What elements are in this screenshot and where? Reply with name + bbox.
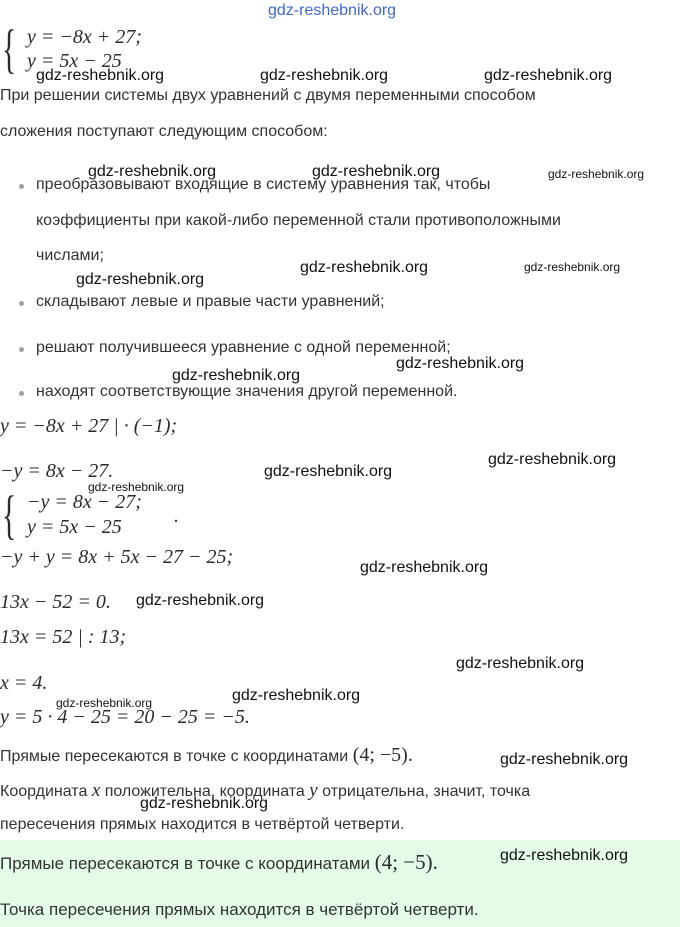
watermark: gdz-reshebnik.org xyxy=(88,163,217,180)
watermark: gdz-reshebnik.org xyxy=(500,847,629,864)
watermark: gdz-reshebnik.org xyxy=(36,67,165,84)
bullet-4-line1: находят соответствующие значения другой переменной. xyxy=(36,383,458,400)
watermark: gdz-reshebnik.org xyxy=(232,687,361,704)
step-x-value: x = 4. xyxy=(0,672,48,694)
bullet-dot xyxy=(19,347,24,352)
conclusion-line1 xyxy=(0,744,413,767)
system2-trailing-dot: . xyxy=(174,505,179,527)
step-y-value: y = 5 · 4 − 25 = 20 − 25 = −5. xyxy=(0,706,250,728)
watermark: gdz-reshebnik.org xyxy=(300,259,429,276)
watermark: gdz-reshebnik.org xyxy=(140,795,269,812)
bullet-1-line1: преобразовывают входящие в систему уравнения так, чтобы xyxy=(36,176,491,193)
watermark: gdz-reshebnik.org xyxy=(548,167,645,181)
watermark: gdz-reshebnik.org xyxy=(484,67,613,84)
system1-eq2: y = 5x − 25 xyxy=(27,50,122,72)
answer-point: (4; −5). xyxy=(374,850,438,874)
bullet-1-line3: числами; xyxy=(36,247,104,264)
intro-line1: При решении системы двух уравнений с двумя переменными способом xyxy=(0,87,536,104)
watermark: gdz-reshebnik.org xyxy=(500,751,629,768)
answer-text: Прямые пересекаются в точке с координатами xyxy=(0,854,370,873)
system2-eq2: y = 5x − 25 xyxy=(27,516,122,538)
watermark: gdz-reshebnik.org xyxy=(260,67,389,84)
conclusion-point: (4; −5). xyxy=(352,744,413,766)
step-add: −y + y = 8x + 5x − 27 − 25; xyxy=(0,546,234,568)
answer-line2: Точка пересечения прямых находится в четвёртой четверти. xyxy=(0,900,479,919)
bullet-dot xyxy=(19,391,24,396)
bullet-dot xyxy=(19,184,24,189)
watermark: gdz-reshebnik.org xyxy=(172,367,301,384)
watermark: gdz-reshebnik.org xyxy=(360,559,489,576)
system-brace: { xyxy=(2,19,17,79)
bullet-dot xyxy=(19,301,24,306)
bullet-3-line1: решают получившееся уравнение с одной переменной; xyxy=(36,339,451,356)
watermark: gdz-reshebnik.org xyxy=(136,592,265,609)
watermark: gdz-reshebnik.org xyxy=(268,2,397,19)
watermark: gdz-reshebnik.org xyxy=(88,480,185,494)
bullet-2-line1: складывают левые и правые части уравнений; xyxy=(36,293,385,310)
watermark: gdz-reshebnik.org xyxy=(488,451,617,468)
watermark: gdz-reshebnik.org xyxy=(456,655,585,672)
system1-eq1: y = −8x + 27; xyxy=(27,26,142,48)
step-multiply: y = −8x + 27 | · (−1); xyxy=(0,415,178,437)
var-y: y xyxy=(309,780,318,801)
step-divide: 13x = 52 | : 13; xyxy=(0,626,127,648)
bullet-1-line2: коэффициенты при какой-либо переменной стали противоположными xyxy=(36,212,561,229)
conclusion-part3: отрицательна, значит, точка xyxy=(322,783,531,800)
conclusion-text: Прямые пересекаются в точке с координатами xyxy=(0,748,349,765)
conclusion-part2: положительна, координата xyxy=(104,783,305,800)
watermark: gdz-reshebnik.org xyxy=(56,696,153,710)
watermark: gdz-reshebnik.org xyxy=(312,163,441,180)
conclusion-line3: пересечения прямых находится в четвёртой четверти. xyxy=(0,816,405,833)
system-brace: { xyxy=(2,485,17,545)
watermark: gdz-reshebnik.org xyxy=(76,271,205,288)
step-negated: −y = 8x − 27. xyxy=(0,460,114,482)
watermark: gdz-reshebnik.org xyxy=(264,463,393,480)
watermark: gdz-reshebnik.org xyxy=(396,355,525,372)
step-simplify: 13x − 52 = 0. xyxy=(0,591,111,613)
answer-line1 xyxy=(0,850,438,875)
system2-eq1: −y = 8x − 27; xyxy=(27,491,142,513)
var-x: x xyxy=(91,780,101,801)
conclusion-part1: Координата xyxy=(0,783,88,800)
watermark: gdz-reshebnik.org xyxy=(524,260,621,274)
intro-line2: сложения поступают следующим способом: xyxy=(0,123,328,140)
